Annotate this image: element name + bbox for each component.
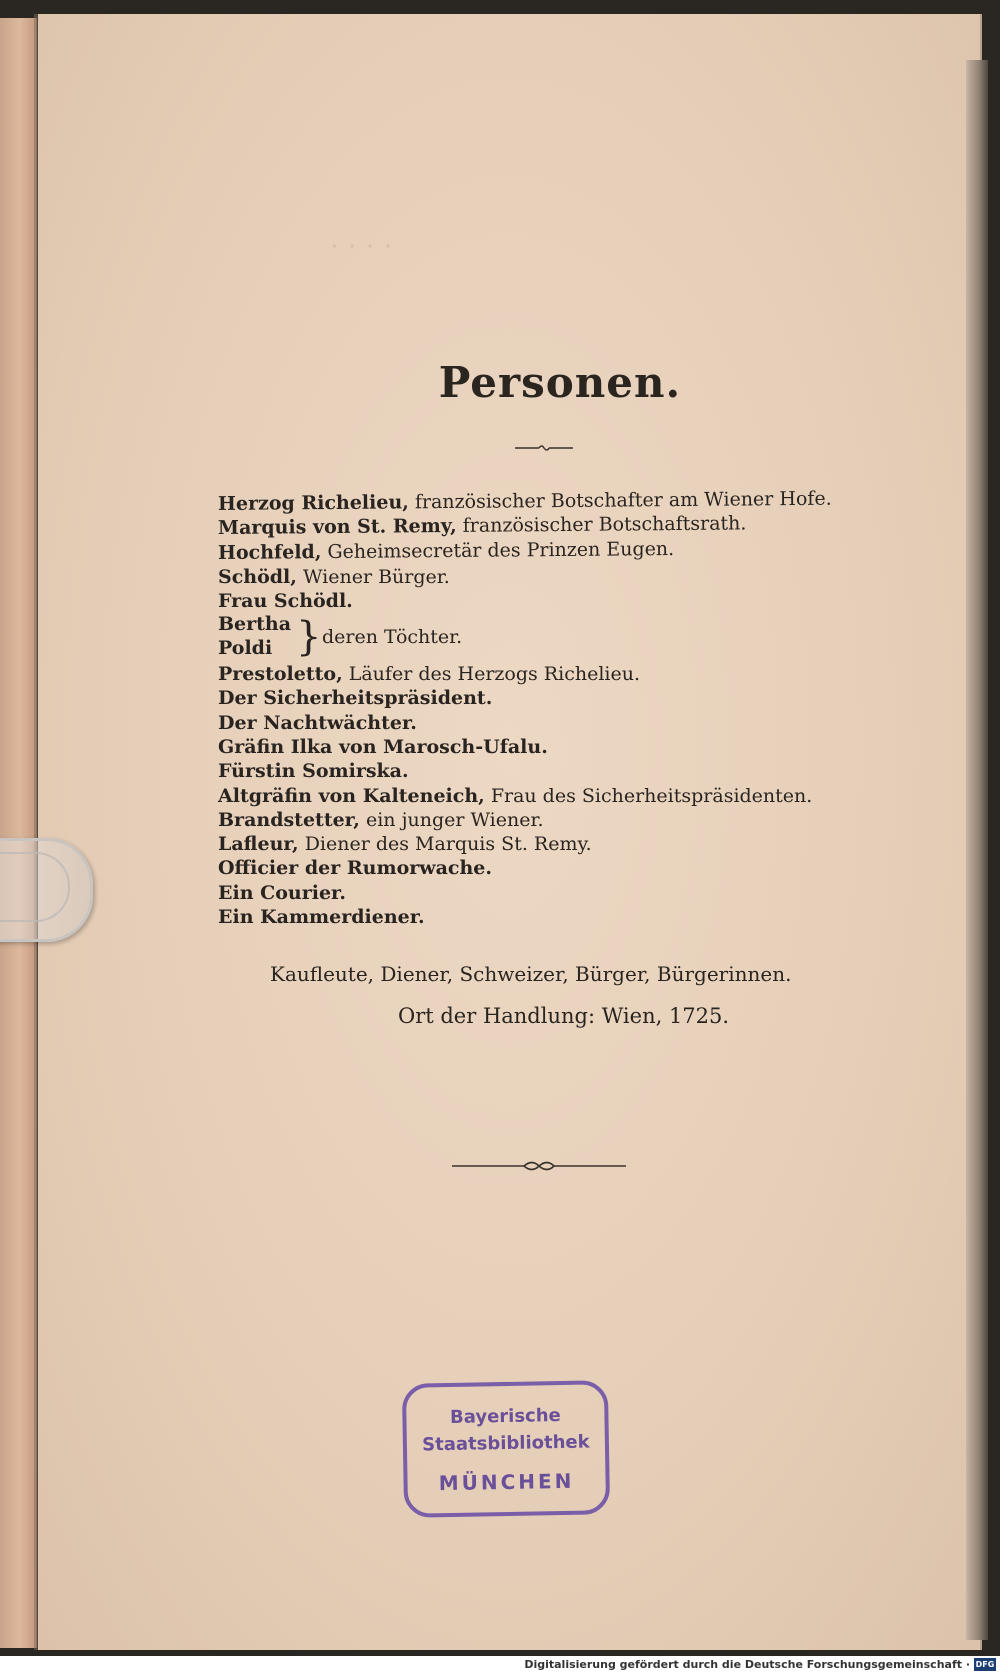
funding-note: Digitalisierung gefördert durch die Deutsche Forschungsgemeinschaft · (524, 1658, 970, 1671)
page-edges (966, 60, 988, 1640)
setting-line: Ort der Handlung: Wien, 1725. (398, 1004, 730, 1028)
character-name: Altgräfin von Kalteneich, (218, 784, 485, 807)
character-name: Schödl, (218, 565, 297, 588)
character-name: Herzog Richelieu, (217, 491, 409, 515)
bleed-through-text: · · · · (330, 230, 393, 263)
character-name: Brandstetter, (218, 808, 360, 831)
character-role: Wiener Bürger. (302, 565, 450, 588)
character-role: französischer Botschafter am Wiener Hofe. (414, 487, 832, 514)
page-title: Personen. (438, 358, 682, 407)
cast-row (218, 711, 918, 735)
extras-line: Kaufleute, Diener, Schweizer, Bürger, Bürgerinnen. (270, 962, 792, 986)
character-name: Hochfeld, (217, 540, 322, 564)
page-clip-inner (0, 852, 70, 922)
divider-ornament-icon (452, 1158, 626, 1174)
character-name: Ein Kammerdiener. (218, 906, 425, 929)
book-cover-edge (0, 18, 37, 1648)
character-name-bertha: Bertha (218, 613, 292, 636)
title-ornament-icon (515, 442, 573, 454)
stamp-line: MÜNCHEN (438, 1468, 575, 1496)
character-role: Geheimsecretär des Prinzen Eugen. (327, 537, 675, 563)
cast-row (218, 881, 918, 905)
character-name: Lafleur, (218, 833, 299, 856)
character-name: Prestoletto, (218, 663, 343, 686)
cast-row (218, 856, 918, 880)
cast-list (217, 487, 918, 929)
cast-row (218, 589, 918, 613)
character-role: ein junger Wiener. (365, 808, 544, 831)
character-role: Diener des Marquis St. Remy. (304, 833, 592, 856)
character-role: Frau des Sicherheitspräsidenten. (490, 784, 813, 807)
cast-row (218, 686, 918, 710)
library-stamp (402, 1380, 610, 1518)
cast-row (218, 832, 918, 856)
character-name: Officier der Rumorwache. (218, 857, 493, 880)
character-name: Marquis von St. Remy, (217, 515, 457, 540)
daughters-description: deren Töchter. (322, 626, 463, 649)
character-name: Gräfin Ilka von Marosch-Ufalu. (218, 735, 548, 758)
cast-row (218, 759, 918, 783)
cast-row (218, 735, 918, 759)
cast-row (218, 784, 918, 808)
cast-row (218, 905, 918, 929)
character-role: Läufer des Herzogs Richelieu. (348, 663, 640, 686)
character-role: französischer Botschaftsrath. (462, 512, 747, 538)
character-name: Frau Schödl. (218, 590, 353, 613)
cast-row (218, 565, 918, 589)
dfg-logo-icon: DFG (975, 1660, 995, 1669)
stamp-line: Staatsbibliothek (422, 1431, 590, 1456)
character-name: Fürstin Somirska. (218, 760, 409, 783)
character-name: Der Nachtwächter. (218, 711, 417, 734)
cast-row (218, 808, 918, 832)
character-name-poldi: Poldi (218, 637, 273, 660)
character-name: Der Sicherheitspräsident. (218, 687, 493, 710)
daughters-group (218, 613, 918, 662)
brace-glyph: } (296, 614, 322, 661)
cast-row (218, 662, 918, 686)
footer-bar (0, 1656, 1000, 1674)
stamp-line: Bayerische (449, 1405, 561, 1428)
character-name: Ein Courier. (218, 881, 346, 904)
